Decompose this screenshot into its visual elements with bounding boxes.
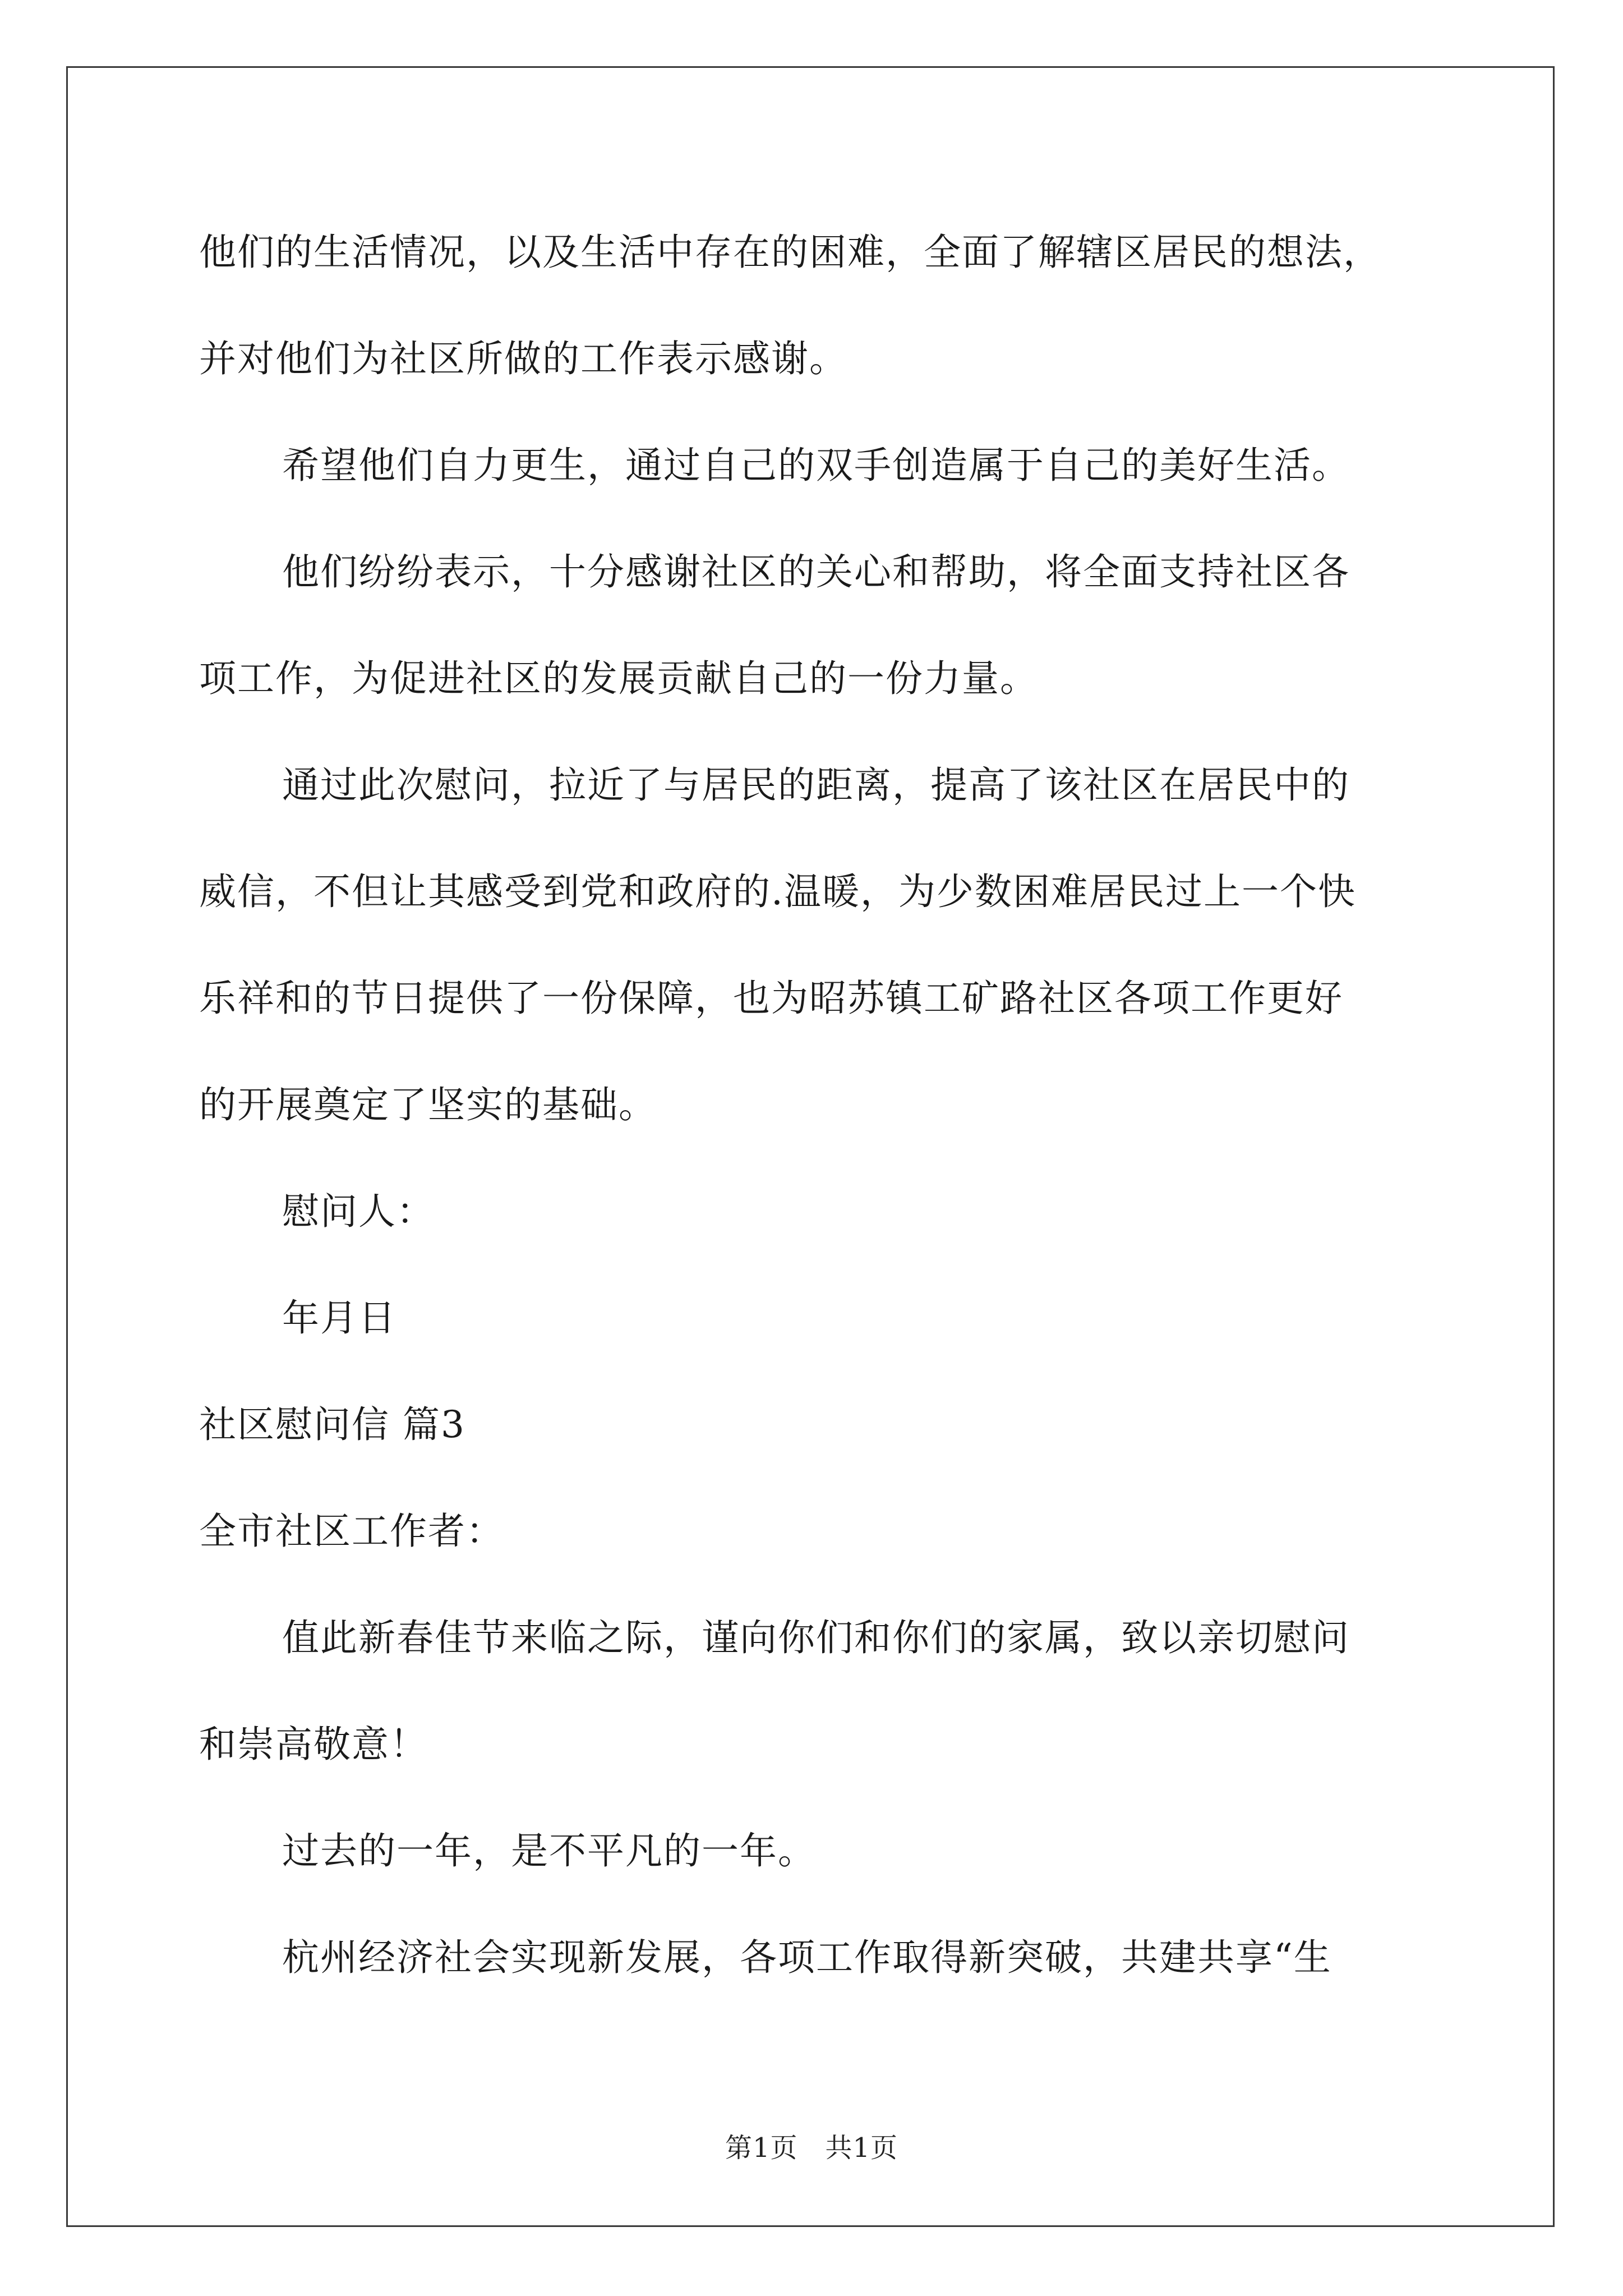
date-line: 年月日 (282, 1296, 396, 1340)
text-line-6: 通过此次慰问，拉近了与居民的距离，提高了该社区在居民中的 (282, 763, 1350, 807)
text-line-3: 希望他们自力更生，通过自己的双手创造属于自己的美好生活。 (282, 444, 1350, 487)
signature-label: 慰问人： (282, 1190, 435, 1233)
salutation: 全市社区工作者： (199, 1510, 504, 1553)
page-number-footer: 第1页 共1页 (725, 2132, 898, 2164)
text-line-1: 他们的生活情况，以及生活中存在的困难，全面了解辖区居民的想法， (199, 231, 1381, 274)
text-line-2: 并对他们为社区所做的工作表示感谢。 (199, 337, 847, 380)
document-body (199, 199, 1433, 2011)
text-line-15: 和崇高敬意！ (199, 1723, 428, 1766)
text-line-17: 杭州经济社会实现新发展，各项工作取得新突破，共建共享“生 (282, 1936, 1332, 1979)
text-line-14: 值此新春佳节来临之际，谨向你们和你们的家属，致以亲切慰问 (282, 1616, 1350, 1659)
text-line-16: 过去的一年，是不平凡的一年。 (282, 1829, 816, 1872)
text-line-9: 的开展奠定了坚实的基础。 (199, 1083, 657, 1126)
section-heading: 社区慰问信 篇3 (199, 1403, 465, 1446)
text-line-4: 他们纷纷表示，十分感谢社区的关心和帮助，将全面支持社区各 (282, 550, 1350, 593)
text-line-8: 乐祥和的节日提供了一份保障，也为昭苏镇工矿路社区各项工作更好 (199, 977, 1343, 1020)
text-line-7: 威信，不但让其感受到党和政府的.温暖，为少数困难居民过上一个快 (199, 870, 1356, 913)
text-line-5: 项工作，为促进社区的发展贡献自己的一份力量。 (199, 657, 1038, 700)
